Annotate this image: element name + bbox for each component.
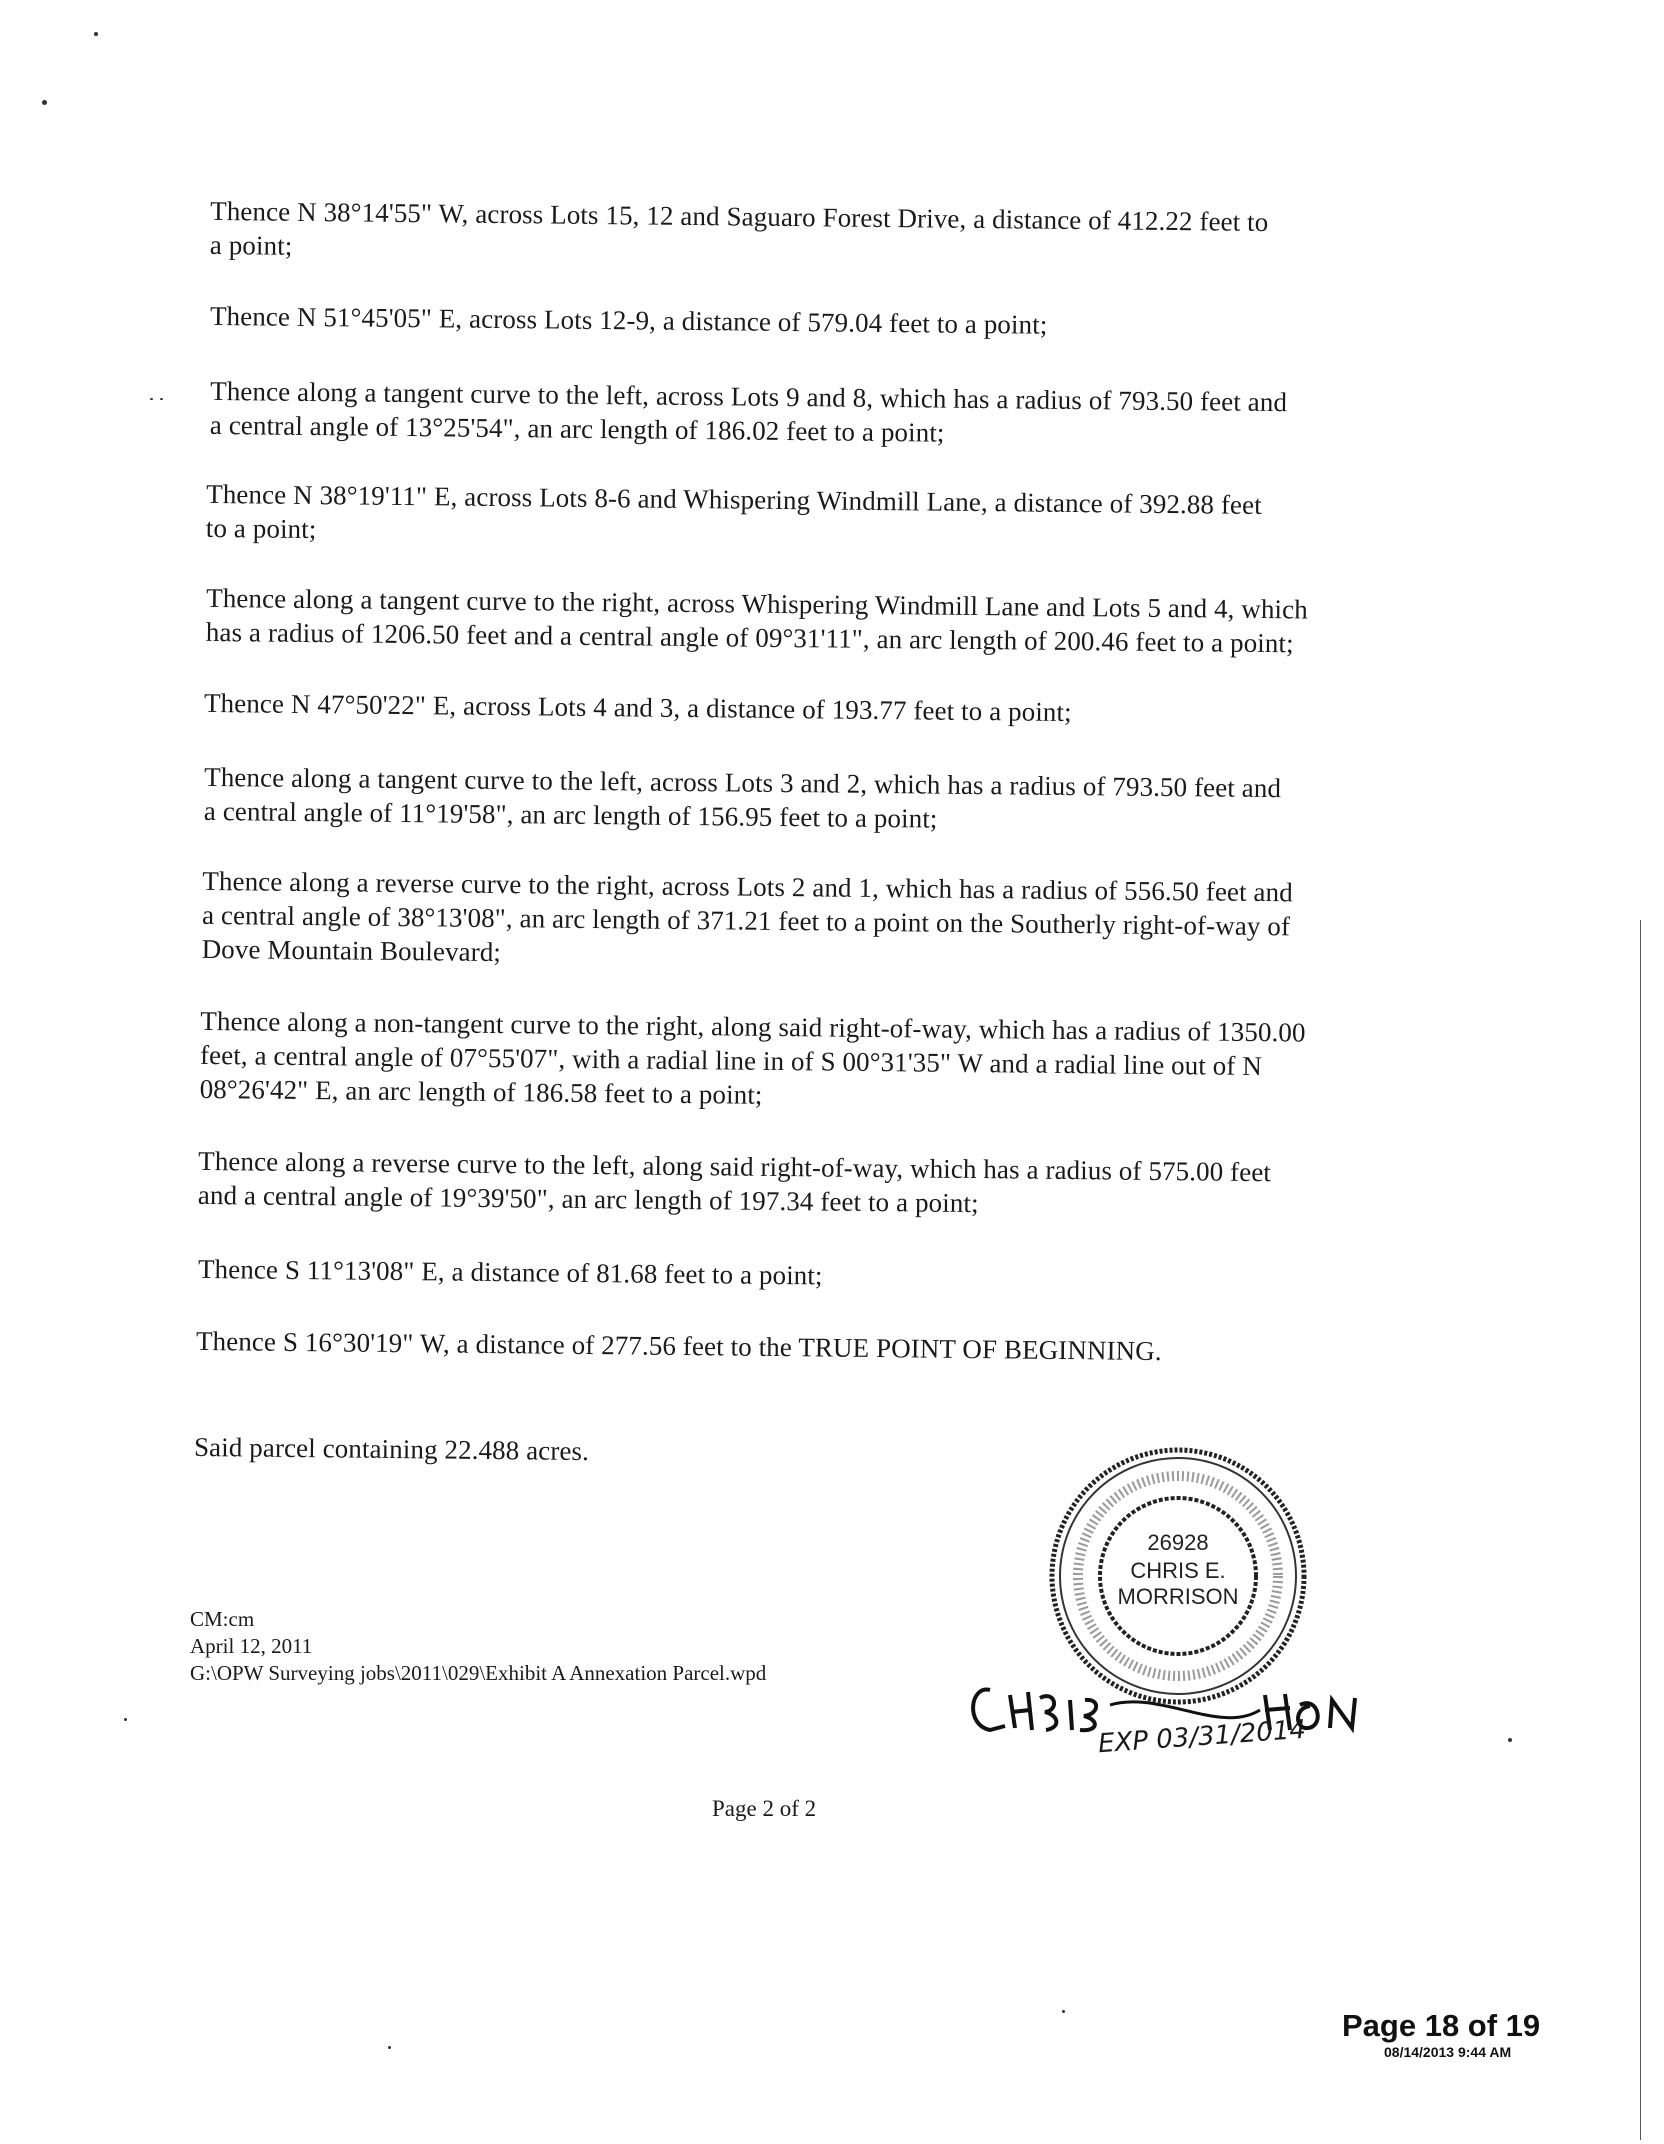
scan-speck <box>94 32 98 36</box>
paragraph-line: has a radius of 1206.50 feet and a central angle of 09°31'11", an arc length of 200.46 feet to a point; <box>205 616 1294 659</box>
legal-paragraph <box>206 581 1367 661</box>
author-initials: CM:cm <box>190 1607 255 1631</box>
paragraph-line: Dove Mountain Boulevard; <box>201 933 502 968</box>
license-expiry: EXP 03/31/2014 <box>1097 1714 1307 1760</box>
paragraph-line: Thence N 38°14'55" W, across Lots 15, 12 and Saguaro Forest Drive, a distance of 412.22 feet to <box>210 195 1269 238</box>
legal-paragraph <box>206 477 1367 557</box>
legal-paragraph <box>199 1004 1360 1118</box>
paragraph-line: a point; <box>209 229 293 261</box>
paragraph-line: Thence N 47°50'22" E, across Lots 4 and 3, a distance of 193.77 feet to a point; <box>203 687 1072 728</box>
scan-speck <box>388 2046 391 2049</box>
paragraph-line: Thence along a tangent curve to the right, across Whispering Windmill Lane and Lots 5 and 4, which <box>206 582 1308 625</box>
paragraph-line: a central angle of 13°25'54", an arc length of 186.02 feet to a point; <box>209 409 945 448</box>
paragraph-line: Thence along a reverse curve to the right, across Lots 2 and 1, which has a radius of 556.50 feet and <box>202 865 1293 908</box>
paragraph-line: Thence along a tangent curve to the left, across Lots 9 and 8, which has a radius of 793.50 feet and <box>210 375 1288 418</box>
paragraph-line: Thence S 11°13'08" E, a distance of 81.68 feet to a point; <box>197 1253 823 1291</box>
seal-name-line1: CHRIS E. <box>1130 1558 1226 1583</box>
paragraph-line: a central angle of 38°13'08", an arc length of 371.21 feet to a point on the Southerly right-of-way of <box>201 899 1291 942</box>
file-reference <box>190 1606 766 1687</box>
paragraph-line: Thence S 16°30'19" W, a distance of 277.56 feet to the TRUE POINT OF BEGINNING. <box>195 1325 1162 1367</box>
paragraph-line: Thence N 38°19'11" E, across Lots 8-6 and Whispering Windmill Lane, a distance of 392.88 feet <box>206 478 1262 520</box>
scan-speck <box>1508 1738 1512 1742</box>
legal-paragraph <box>204 686 1364 732</box>
legal-paragraph <box>196 1324 1356 1370</box>
paragraph-line: and a central angle of 19°39'50", an arc length of 197.34 feet to a point; <box>197 1179 979 1219</box>
paragraph-line: a central angle of 11°19'58", an arc length of 156.95 feet to a point; <box>203 795 938 834</box>
paragraph-line: Thence along a non-tangent curve to the right, along said right-of-way, which has a radius of 1350.00 <box>200 1005 1306 1048</box>
paragraph-line: Said parcel containing 22.488 acres. <box>193 1431 590 1467</box>
paragraph-line: 08°26'42" E, an arc length of 186.58 feet to a point; <box>199 1073 763 1110</box>
legal-paragraph <box>210 194 1371 274</box>
paragraph-line: Thence along a tangent curve to the left, across Lots 3 and 2, which has a radius of 793.50 feet and <box>204 761 1282 804</box>
seal-license-number: 26928 <box>1147 1530 1209 1555</box>
seal-name-line2: MORRISON <box>1117 1584 1239 1609</box>
scan-speck <box>42 100 47 105</box>
paragraph-line: to a point; <box>205 512 317 545</box>
scan-speck <box>160 398 163 400</box>
scan-speck <box>1062 2010 1065 2013</box>
scan-speck <box>150 398 153 400</box>
legal-paragraph <box>198 1252 1358 1298</box>
paragraph-line: feet, a central angle of 07°55'07", with a radial line in of S 00°31'35" W and a radial line out of N <box>199 1039 1263 1082</box>
document-date: April 12, 2011 <box>190 1634 313 1658</box>
file-path: G:\OPW Surveying jobs\2011\029\Exhibit A Annexation Parcel.wpd <box>190 1661 767 1685</box>
legal-paragraph <box>198 1144 1359 1224</box>
scan-edge-line <box>1640 920 1641 2140</box>
fax-page-counter: Page 18 of 19 <box>1342 2008 1541 2043</box>
paragraph-line: Thence N 51°45'05" E, across Lots 12-9, a distance of 579.04 feet to a point; <box>209 300 1048 340</box>
page-number: Page 2 of 2 <box>712 1796 817 1821</box>
scan-speck <box>124 1718 127 1721</box>
legal-paragraph <box>201 864 1362 978</box>
legal-paragraph <box>204 760 1365 840</box>
legal-paragraph <box>210 374 1371 454</box>
paragraph-line: Thence along a reverse curve to the left, along said right-of-way, which has a radius of 575.00 feet <box>198 1145 1272 1188</box>
fax-timestamp: 08/14/2013 9:44 AM <box>1384 2044 1512 2060</box>
legal-paragraph <box>210 299 1370 345</box>
